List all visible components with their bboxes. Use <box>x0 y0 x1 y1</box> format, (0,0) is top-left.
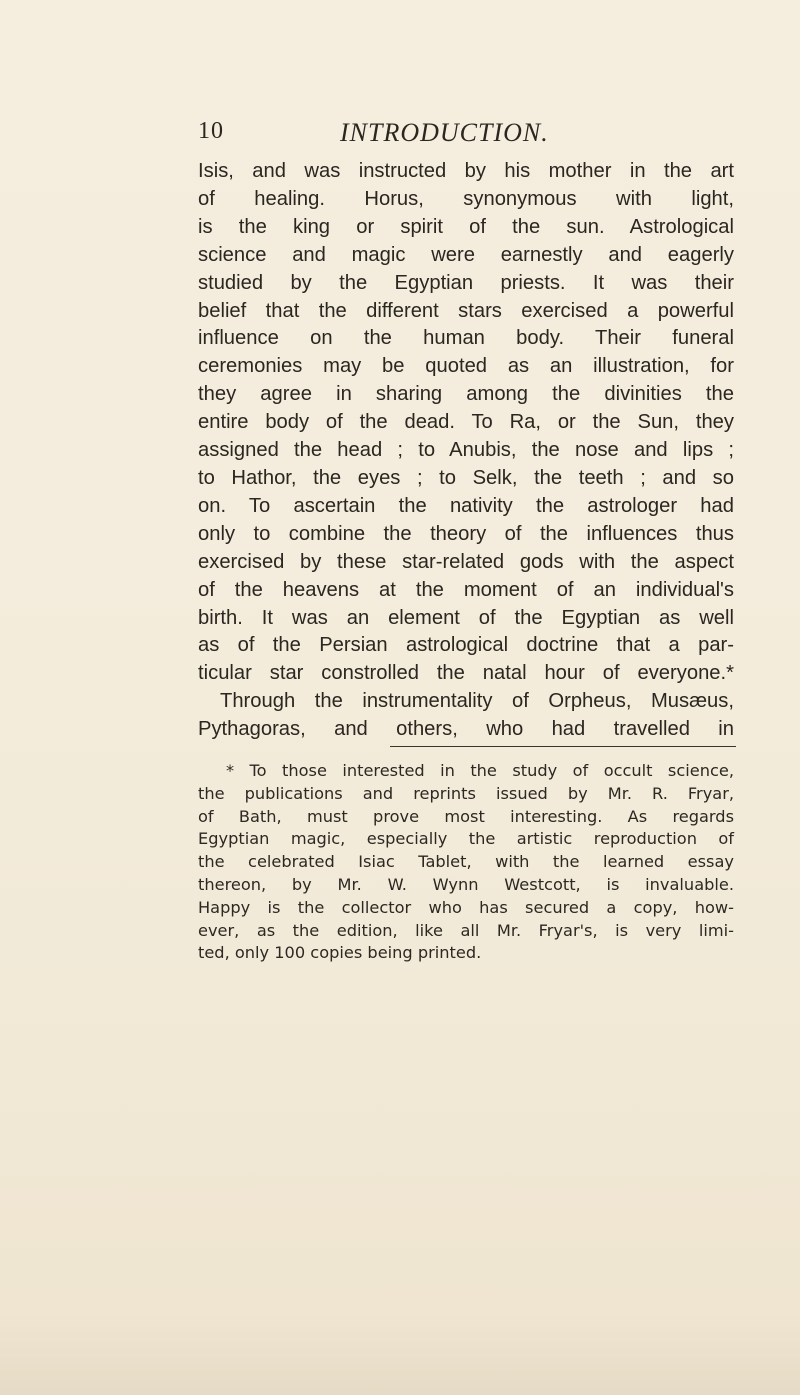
body-line: to Hathor, the eyes ; to Selk, the teeth ; and so <box>198 466 734 489</box>
footnote-line: Egyptian magic, especially the artistic reproduction of <box>198 829 734 849</box>
footnote-line: the publications and reprints issued by Mr. R. Fryar, <box>198 783 734 803</box>
body-line: on. To ascertain the nativity the astrologer had <box>198 494 734 517</box>
footnote-line: Happy is the collector who has secured a copy, how- <box>198 897 734 917</box>
body-text <box>198 158 734 744</box>
body-line: Pythagoras, and others, who had travelled in <box>198 718 734 741</box>
body-line: influence on the human body. Their funeral <box>198 327 734 350</box>
body-line: studied by the Egyptian priests. It was their <box>198 271 734 294</box>
body-line: of healing. Horus, synonymous with light, <box>198 187 734 210</box>
page-number: 10 <box>198 118 224 144</box>
running-head <box>198 118 758 158</box>
body-line: as of the Persian astrological doctrine that a par- <box>198 634 734 657</box>
body-line: science and magic were earnestly and eagerly <box>198 243 734 266</box>
footnote-line: thereon, by Mr. W. Wynn Westcott, is invaluable. <box>198 874 734 894</box>
body-line: entire body of the dead. To Ra, or the Sun, they <box>198 411 734 434</box>
body-line: Isis, and was instructed by his mother in the art <box>198 160 734 182</box>
footnote-line: of Bath, must prove most interesting. As regards <box>198 806 734 826</box>
footnote-line: * To those interested in the study of occult science, <box>226 761 734 780</box>
body-line: ceremonies may be quoted as an illustration, for <box>198 355 734 378</box>
body-line: belief that the different stars exercised a powerful <box>198 299 734 322</box>
body-line: they agree in sharing among the divinities the <box>198 383 734 406</box>
running-title: INTRODUCTION. <box>340 118 549 147</box>
body-line: assigned the head ; to Anubis, the nose and lips ; <box>198 439 734 462</box>
footnote-rule <box>390 746 736 747</box>
footnote-line: ever, as the edition, like all Mr. Fryar's, is very limi- <box>198 920 734 940</box>
footnote <box>198 760 734 965</box>
body-line: Through the instrumentality of Orpheus, Musæus, <box>220 690 734 713</box>
body-line: ticular star constrolled the natal hour of everyone.* <box>198 662 734 685</box>
body-line: exercised by these star-related gods with the aspect <box>198 550 734 573</box>
body-line: of the heavens at the moment of an individual's <box>198 578 734 601</box>
body-line: birth. It was an element of the Egyptian as well <box>198 606 734 629</box>
footnote-line: ted, only 100 copies being printed. <box>198 943 482 963</box>
footnote-line: the celebrated Isiac Tablet, with the learned essay <box>198 852 734 872</box>
body-line: only to combine the theory of the influences thus <box>198 522 734 545</box>
page-edge-shading <box>0 1315 800 1395</box>
body-line: is the king or spirit of the sun. Astrological <box>198 215 734 238</box>
